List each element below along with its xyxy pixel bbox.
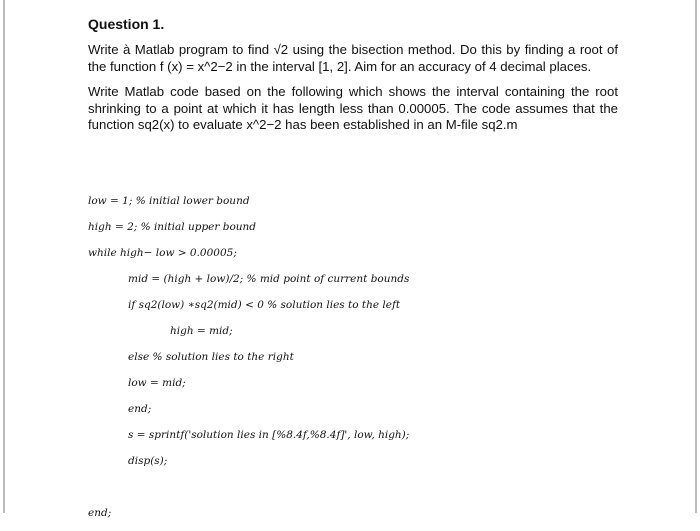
question-paragraph-2: Write Matlab code based on the following which shows the interval containing the root shrinking to a point at which it has length less than 0.00005. The code assumes that the function sq2(x) to evaluate x^2−2 has been established in an M-file sq2.m	[88, 84, 618, 132]
code-line-1: low = 1; % initial lower bound	[88, 195, 250, 207]
code-line-6: high = mid;	[170, 325, 233, 337]
code-line-4: mid = (high + low)/2; % mid point of current bounds	[128, 273, 410, 285]
code-line-9: end;	[128, 403, 152, 415]
code-line-7: else % solution lies to the right	[128, 351, 294, 363]
code-line-8: low = mid;	[128, 377, 186, 389]
code-line-11: disp(s);	[128, 455, 168, 467]
left-border	[3, 0, 5, 513]
code-line-12	[88, 479, 648, 505]
code-line-5: if sq2(low) ∗sq2(mid) < 0 % solution lies to the left	[128, 299, 401, 311]
code-line-10: s = sprintf('solution lies in [%8.4f,%8.4f]', low, high);	[128, 429, 410, 441]
code-line-3: while high− low > 0.00005;	[88, 247, 237, 259]
question-block	[88, 16, 618, 143]
right-border	[695, 0, 697, 513]
code-block	[88, 193, 648, 531]
question-paragraph-1: Write à Matlab program to find √2 using the bisection method. Do this by finding a root of the function f (x) = x^2−2 in the interval [1, 2]. Aim for an accuracy of 4 decimal places.	[88, 42, 618, 74]
code-line-13: end;	[88, 507, 112, 519]
question-title: Question 1.	[88, 16, 165, 32]
code-line-2: high = 2; % initial upper bound	[88, 221, 257, 233]
